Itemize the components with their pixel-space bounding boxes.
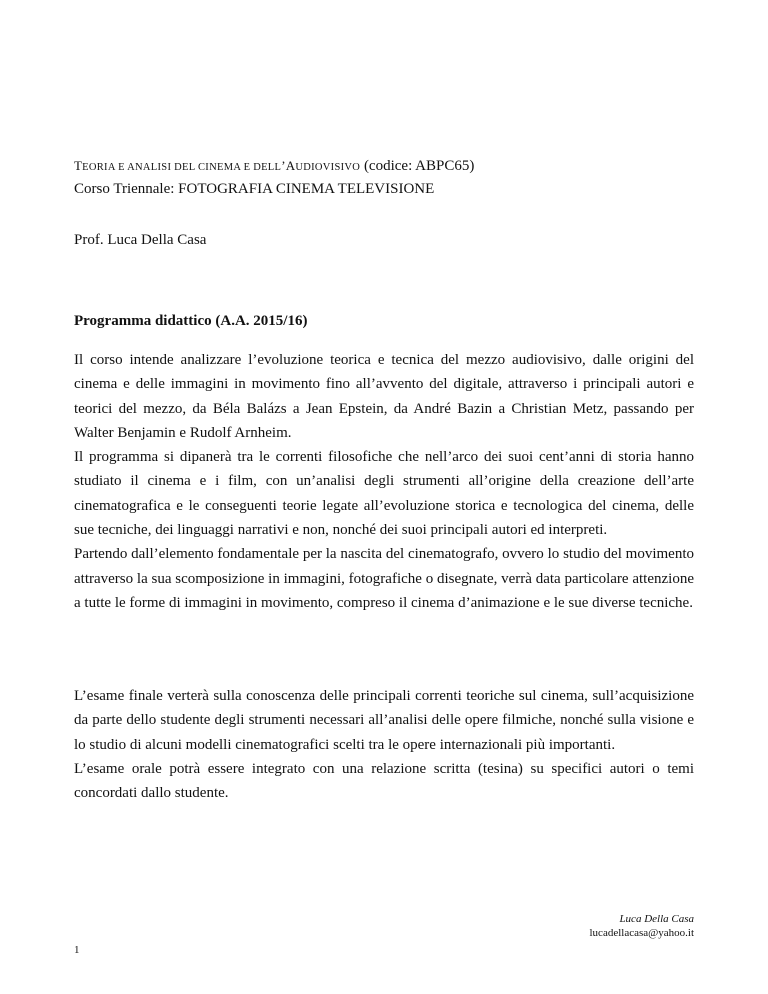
program-title: Programma didattico (A.A. 2015/16) (74, 313, 308, 329)
signature-email: lucadellacasa@yahoo.it (589, 927, 694, 939)
title-initial-t: T (74, 158, 83, 173)
program-paragraph-2: Il programma si dipanerà tra le correnti filosofiche che nell’arco dei suoi cent’anni di storia hanno studiato il cinema e i film, con un’analisi degli strumenti all’origine della creazione dell’arte cinematografica e le conseguenti teorie legate all’evoluzione storica e tecnologica del cinema, delle sue tecniche, dei linguaggi narrativi e non, nonché dei suoi principali autori ed interpreti. (74, 449, 694, 539)
course-title (74, 158, 474, 175)
program-description (74, 348, 694, 615)
course-name: Corso Triennale: FOTOGRAFIA CINEMA TELEVISIONE (74, 181, 435, 197)
title-part-2: UDIOVISIVO (295, 162, 361, 173)
title-part-1: EORIA E ANALISI DEL CINEMA E DELL (82, 162, 282, 173)
exam-description (74, 684, 694, 805)
exam-paragraph-2: L’esame orale potrà essere integrato con una relazione scritta (tesina) su specifici autori o temi concordati dallo studente. (74, 760, 694, 802)
program-paragraph-3: Partendo dall’elemento fondamentale per la nascita del cinematografo, ovvero lo studio del movimento attraverso la sua scomposizione in immagini, fotografiche o disegnate, verrà data particolare attenzione a tutte le forme di immagini in movimento, compreso il cinema d’animazione e le sue diverse tecniche. (74, 546, 694, 611)
professor-name: Prof. Luca Della Casa (74, 232, 207, 248)
exam-paragraph-1: L’esame finale verterà sulla conoscenza delle principali correnti teoriche sul cinema, sull’acquisizione da parte dello studente degli strumenti necessari all’analisi delle opere filmiche, nonché sulla visione e lo studio di alcuni modelli cinematografici scelti tra le opere internazionali più importanti. (74, 688, 694, 753)
program-paragraph-1: Il corso intende analizzare l’evoluzione teorica e tecnica del mezzo audiovisivo, dalle origini del cinema e delle immagini in movimento fino all’avvento del digitale, attraverso i principali autori e teorici del mezzo, da Béla Balázs a Jean Epstein, da André Bazin a Christian Metz, passando per Walter Benjamin e Rudolf Arnheim. (74, 352, 694, 441)
signature-name: Luca Della Casa (619, 913, 694, 925)
title-apostrophe: ’ (281, 158, 286, 173)
course-code: (codice: ABPC65) (360, 158, 475, 174)
page-number: 1 (74, 944, 80, 956)
title-initial-a: A (285, 158, 296, 173)
